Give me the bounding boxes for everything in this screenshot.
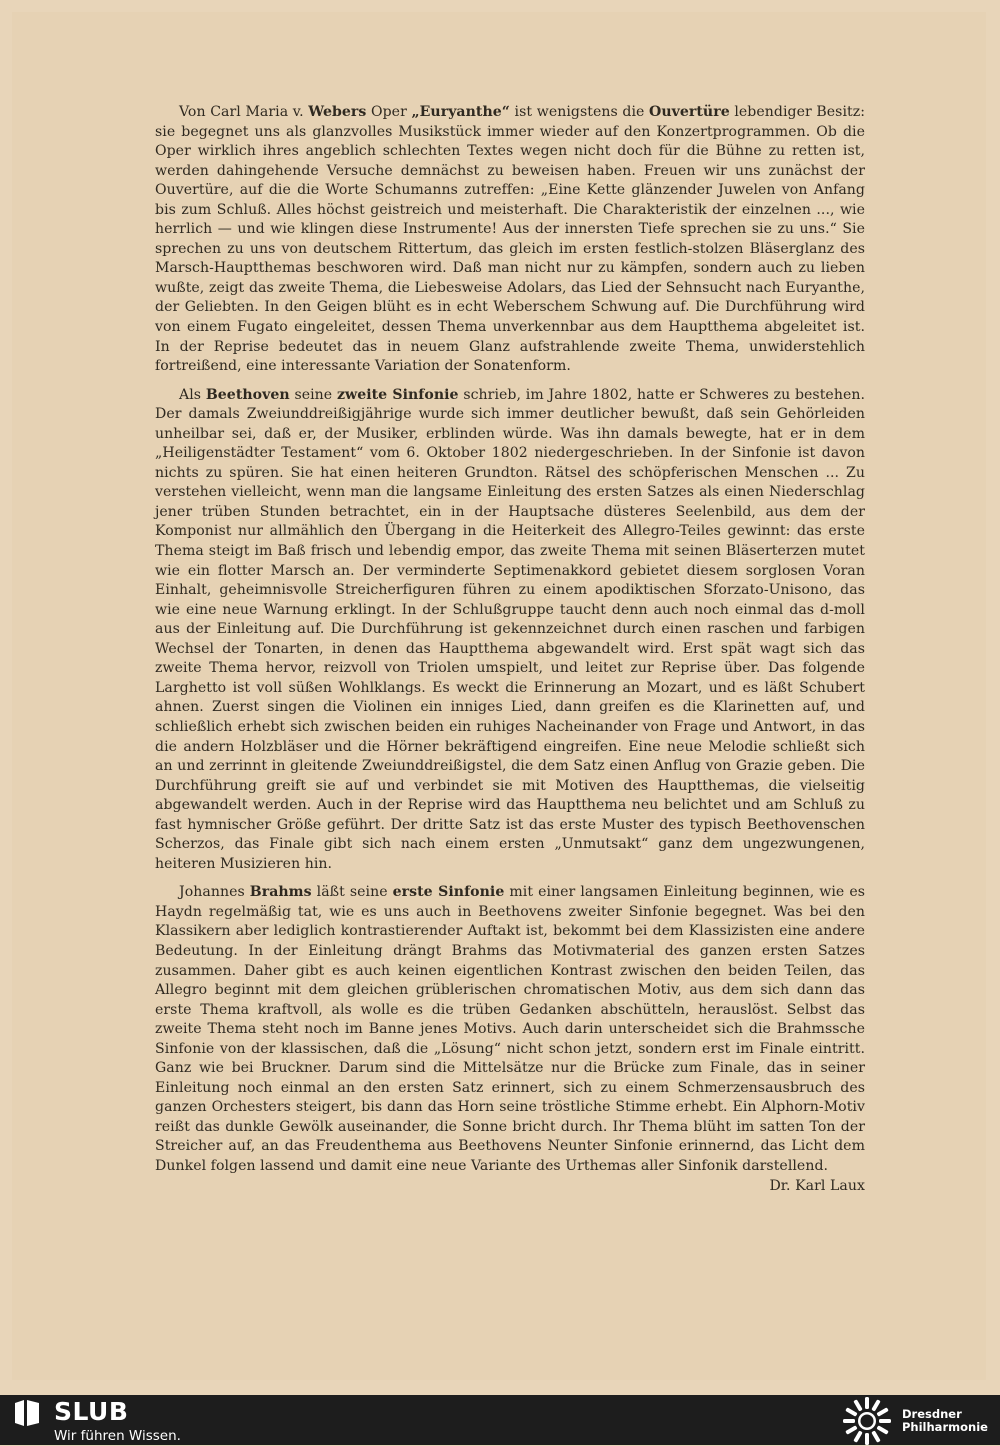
work-first-symphony: erste Sinfonie [392, 884, 505, 901]
library-name[interactable]: SLUB [54, 1397, 129, 1426]
work-ouverture: Ouvertüre [649, 104, 730, 120]
text-span: ist wenigstens die [509, 104, 650, 120]
text-span: Oper [366, 104, 412, 120]
text-span: schrieb, im Jahre 1802, hatte er Schweres zu bestehen. Der damals Zweiunddreißigjährige wurde sich immer deutlicher bewußt, daß sein Gehörleiden unheilbar sei, daß er, der Musiker, erblinden würde. Was ihn damals bewegte, hat er in dem „Heiligenstädter Testament“ vom 6. Oktober 1802 niedergeschrieben. In der Sinfonie ist davon nichts zu spüren. Sie hat einen heiteren Grundton. Rätsel des schöpferischen Menschen ... Zu verstehen vielleicht, wenn man die langsame Einleitung des ersten Satzes als einen Niederschlag jener trüben Stunden betrachtet, ein in der Hauptsache düsteres Seelenbild, aus dem der Komponist nur allmählich den Übergang in die Heiterkeit des Allegro-Teiles gewinnt: das erste Thema steigt im Baß frisch und lebendig empor, das zweite Thema mit seinen Bläserterzen mutet wie ein flotter Marsch an. Der verminderte Septimenakkord gebietet diesem sorglosen Voran Einhalt, geheimnisvolle Streicherfiguren führen zu einem apodiktischen Sforzato-Unisono, das wie eine neue Warnung erklingt. In der Schlußgruppe taucht denn auch noch einmal das d-moll aus der Einleitung auf. Die Durchführung ist gekennzeichnet durch einen raschen und farbigen Wechsel der Tonarten, in denen das Hauptthema abgewandelt wird. Erst spät wagt sich das zweite Thema hervor, reizvoll von Triolen umspielt, und leitet zur Reprise über. Das folgende Larghetto ist voll süßen Wohlklangs. Es weckt die Erinnerung an Mozart, und es läßt Schubert ahnen. Zuerst singen die Violinen ein inniges Lied, dann greifen es die Klarinetten auf, und schließlich erhebt sich zwischen beiden ein ruhiges Nacheinander von Frage und Antwort, in das die andern Holzbläser und die Hörner bekräftigend eingreifen. Eine neue Melodie schließt sich an und zerrinnt in gleitende Zweiunddreißigstel, die dem Satz einen Anflug von Grazie geben. Die Durchführung greift sie auf und verbindet sie mit Motiven des Hauptthemas, die vielseitig abgewandelt werden. Auch in der Reprise wird das Hauptthema neu belichtet und am Schluß zu fast hymnischer Größe geführt. Der dritte Satz ist das erste Muster des typisch Beethovenschen Scherzos, das Finale gibt sich nach einem ersten „Unmutsakt“ ganz dem ungezwungenen, heiteren Musizieren hin. [155, 386, 865, 872]
program-notes [155, 103, 865, 1196]
author-signature: Dr. Karl Laux [769, 1177, 865, 1194]
text-span: läßt seine [311, 884, 393, 901]
work-euryanthe: „Euryanthe“ [411, 104, 510, 120]
text-span: Von Carl Maria v. [179, 104, 309, 120]
partner-name-line2: Philharmonie [902, 1420, 988, 1434]
paragraph-brahms [155, 883, 865, 1194]
composer-brahms: Brahms [249, 884, 312, 901]
library-tagline: Wir führen Wissen. [54, 1428, 181, 1444]
partner-name[interactable] [902, 1408, 988, 1434]
text-span: Als [179, 386, 206, 403]
paragraph-weber [155, 103, 865, 377]
slub-logo-icon[interactable] [12, 1398, 42, 1428]
philharmonie-logo-icon[interactable] [842, 1396, 892, 1446]
text-span: seine [289, 386, 337, 403]
text-span: lebendiger Besitz: sie begegnet uns als glanzvolles Musikstück immer wieder auf den Konzertprogrammen. Ob die Oper wirklich ihres angeblich schlechten Textes wegen nicht doch für die Bühne zu retten ist, werden dahingehende Versuche demnächst zu beweisen haben. Freuen wir uns zunächst der Ouvertüre, auf die die Worte Schumanns zutreffen: „Eine Kette glänzender Juwelen von Anfang bis zum Schluß. Alles höchst geistreich und meisterhaft. Die Charakteristik der einzelnen ..., wie herrlich — und wie klingen diese Instrumente! Aus der innersten Tiefe sprechen sie zu uns.“ Sie sprechen zu uns von deutschem Rittertum, das gleich im ersten festlich-stolzen Bläserglanz des Marsch-Hauptthemas beschworen wird. Daß man nicht nur zu kämpfen, sondern auch zu lieben wußte, zeigt das zweite Thema, die Liebesweise Adolars, das Lied der Sehnsucht nach Euryanthe, der Geliebten. In den Geigen blüht es in echt Weberschem Schwung auf. Die Durchführung wird von einem Fugato eingeleitet, dessen Thema unverkennbar aus dem Hauptthema abgeleitet ist. In der Reprise bedeutet das in neuem Glanz aufstrahlende zweite Thema, unwiderstehlich fortreißend, eine interessante Variation der Sonatenform. [155, 104, 865, 375]
text-span: mit einer langsamen Einleitung beginnen, wie es Haydn regelmäßig tat, wie es uns auch in Beethovens zweiter Sinfonie begegnet. Was bei den Klassikern aber lediglich kontrastierender Auftakt ist, bekommt bei dem Klassizisten eine andere Bedeutung. In der Einleitung drängt Brahms das Motivmaterial des ganzen ersten Satzes zusammen. Daher gibt es auch keinen eigentlichen Kontrast zwischen den beiden Teilen, das Allegro beginnt mit dem gleichen grüblerischen chromatischen Motiv, aus dem sich dann das erste Thema kraftvoll, als wolle es die trüben Gedanken abschütteln, herauslöst. Selbst das zweite Thema steht noch im Banne jenes Motivs. Auch darin unterscheidet sich die Brahmssche Sinfonie von der klassischen, daß die „Lösung“ nicht schon jetzt, sondern erst im Finale eintritt. Ganz wie bei Bruckner. Darum sind die Mittelsätze nur die Brücke zum Finale, das in seiner Einleitung noch einmal an den ersten Satz erinnert, sich zu einem Schmerzensausbruch des ganzen Orchesters steigert, bis dann das Horn seine tröstliche Stimme erhebt. Ein Alphorn-Motiv reißt das dunkle Gewölk auseinander, die Sonne bricht durch. Ihr Thema blüht im satten Ton der Streicher auf, an das Freudenthema aus Beethovens Neunter Sinfonie erinnernd, das Licht dem Dunkel folgen lassend und damit eine neue Variante des Urthemas aller Sinfonik darstellend. [155, 884, 865, 1174]
paragraph-beethoven [155, 386, 865, 875]
text-span: Johannes [179, 884, 250, 901]
composer-weber: Webers [308, 104, 367, 120]
work-second-symphony: zweite Sinfonie [336, 386, 459, 403]
partner-name-line1: Dresdner [902, 1407, 962, 1421]
composer-beethoven: Beethoven [205, 386, 290, 403]
